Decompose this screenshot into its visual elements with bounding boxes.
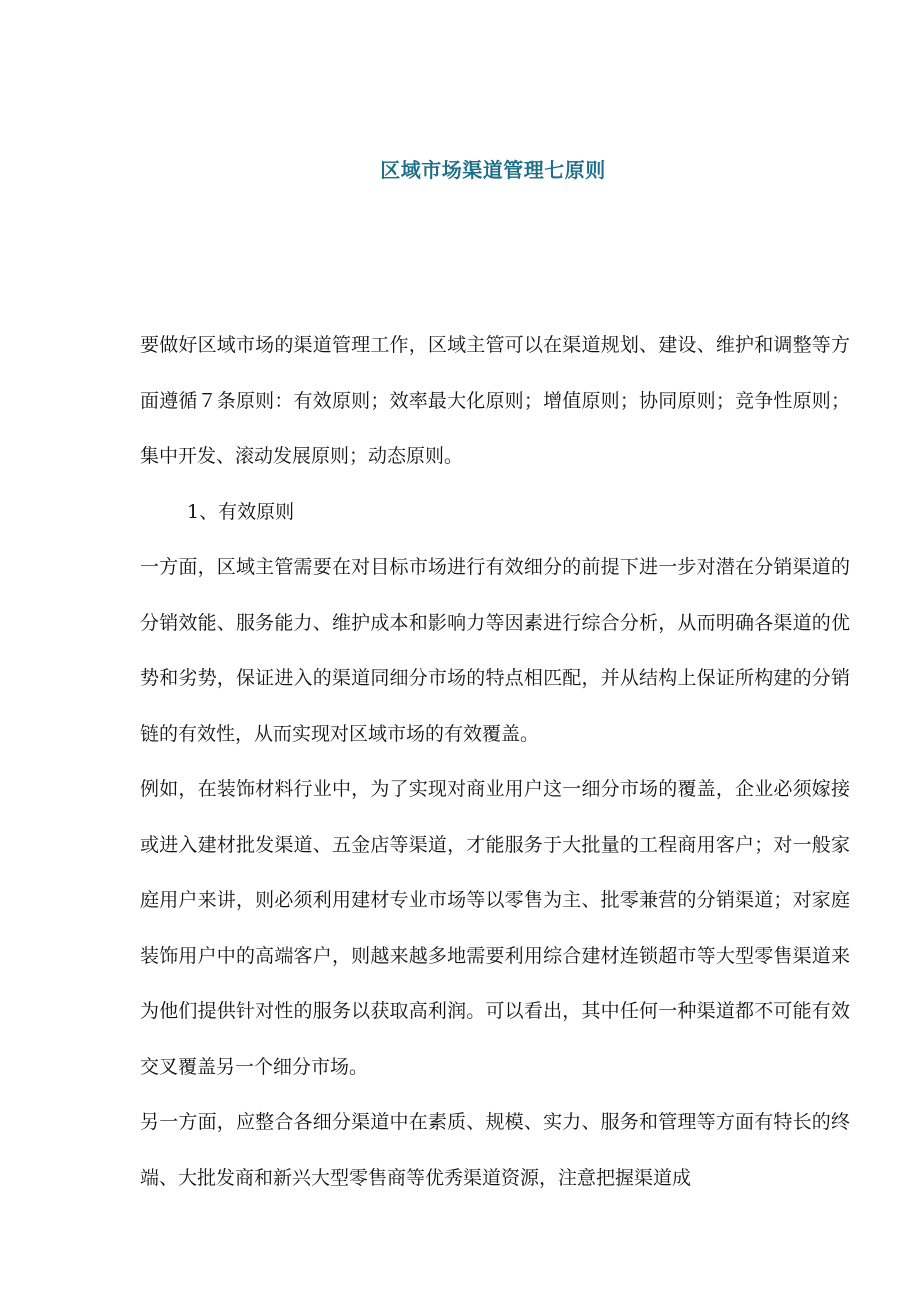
section-paragraph-1: 一方面，区域主管需要在对目标市场进行有效细分的前提下进一步对潜在分销渠道的分销效能、服务能力、维护成本和影响力等因素进行综合分析，从而明确各渠道的优势和劣势，保证进入的渠道同细分市场的特点相匹配，并从结构上保证所构建的分销链的有效性，从而实现对区域市场的有效覆盖。 <box>140 556 850 745</box>
section-paragraph-3: 另一方面，应整合各细分渠道中在素质、规模、实力、服务和管理等方面有特长的终端、大批发商和新兴大型零售商等优秀渠道资源，注意把握渠道成 <box>140 1111 850 1189</box>
document-title: 区域市场渠道管理七原则 <box>380 158 606 182</box>
section-paragraph-2: 例如，在装饰材料行业中，为了实现对商业用户这一细分市场的覆盖，企业必须嫁接或进入建材批发渠道、五金店等渠道，才能服务于大批量的工程商用客户；对一般家庭用户来讲，则必须利用建材专业市场等以零售为主、批零兼营的分销渠道；对家庭装饰用户中的高端客户，则越来越多地需要利用综合建材连锁超市等大型零售渠道来为他们提供针对性的服务以获取高利润。可以看出，其中任何一种渠道都不可能有效交叉覆盖另一个细分市场。 <box>140 778 850 1078</box>
section-heading: 1、有效原则 <box>187 500 295 523</box>
intro-paragraph: 要做好区域市场的渠道管理工作，区域主管可以在渠道规划、建设、维护和调整等方面遵循７条原则：有效原则；效率最大化原则；增值原则；协同原则；竞争性原则；集中开发、滚动发展原则；动态原则。 <box>140 334 850 467</box>
document-body <box>140 318 850 1206</box>
